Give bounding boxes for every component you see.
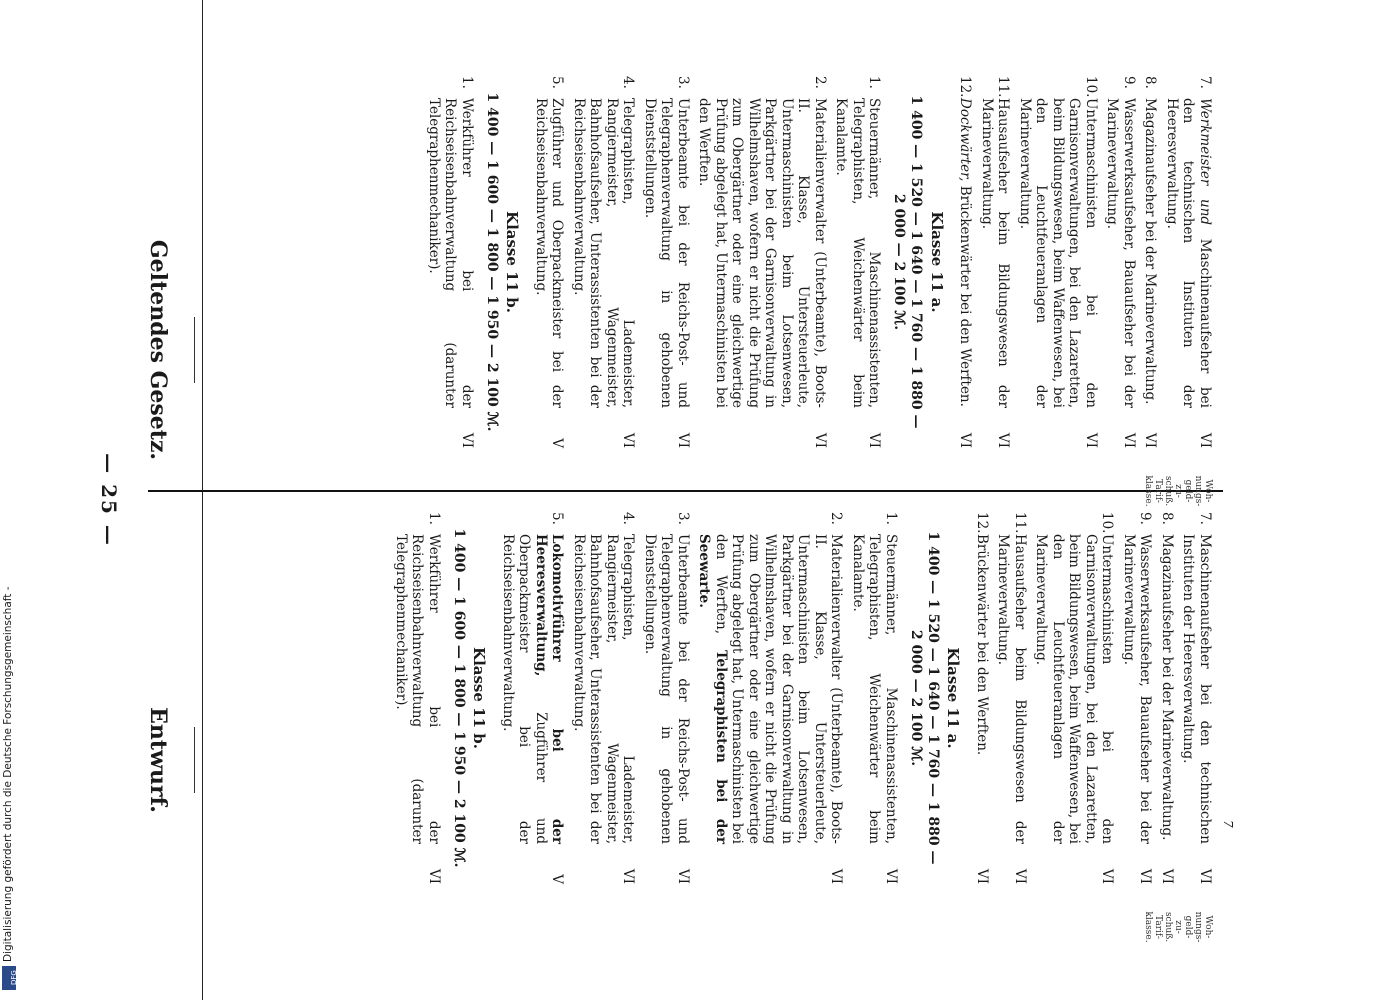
- item-text: [1159, 534, 1176, 844]
- item-number: 1.: [866, 76, 883, 89]
- item-number: 9.: [1121, 76, 1137, 89]
- item-lead-italic: Werkmeister und: [1197, 98, 1213, 226]
- list-item: [571, 76, 637, 448]
- tariff-class: VI: [1099, 868, 1116, 884]
- item-number: 11.: [1012, 512, 1028, 534]
- item-body: Untermaschinisten bei den Garnisonverwaltungen, bei den Lazaretten, beim Bildungswesen, beim Waffenwesen, bei den Leuchtfeueranlagen der Marineverwaltung.: [1033, 534, 1116, 844]
- item-body: Wasserwerksaufseher, Bauaufseher bei der Marineverwaltung.: [1104, 98, 1137, 408]
- item-number: 10.: [1099, 512, 1116, 534]
- item-body: Maschinenaufseher bei den technischen Instituten der Heeresverwaltung.: [1164, 98, 1213, 408]
- right-column-title: Entwurf.: [145, 707, 171, 813]
- item-text: [995, 534, 1028, 844]
- list-item: [426, 76, 476, 448]
- item-text: [850, 534, 900, 844]
- item-text: [1104, 98, 1137, 408]
- item-lead-italic: Dockwärter,: [957, 98, 974, 182]
- item-body: Unterbeamte bei der Reichs-Post- und Telegraphenverwaltung in gehobenen Dienststellungen.: [642, 534, 691, 844]
- digitization-note: Digitalisierung gefördert durch die Deutsche Forschungsgemeinschaft -: [2, 586, 14, 962]
- list-item: [1159, 512, 1176, 884]
- item-body: Steuermänner, Maschinenassistenten, Telegraphisten, Weichenwärter beim Kanalamte.: [833, 98, 883, 408]
- item-number: 1.: [883, 512, 899, 525]
- list-item: [1121, 512, 1154, 884]
- list-item: [696, 76, 828, 448]
- item-body: Telegraphisten, Lademeister, Rangiermeister, Wagenmeister, Bahnhofsaufseher, Unterassistenten bei der Reichseisenbahnverwaltung.: [571, 98, 637, 408]
- tariff-class: VI: [459, 432, 475, 448]
- tariff-class: VI: [812, 432, 828, 448]
- tariff-class: VI: [866, 432, 883, 448]
- tariff-class: VI: [1137, 868, 1154, 884]
- list-item: [571, 512, 637, 884]
- item-number: 2.: [828, 512, 845, 525]
- class-column-header: Woh- nungs- geld- zu- schuß. Tarif- klasse.: [1143, 911, 1213, 943]
- tariff-class: VI: [1083, 432, 1099, 448]
- item-number: 5.: [549, 76, 566, 89]
- header-divider: [202, 0, 203, 1000]
- left-entries-upper: [957, 76, 1213, 448]
- item-text: [974, 534, 991, 844]
- item-number: 9.: [1137, 512, 1154, 525]
- item-number: 4.: [620, 76, 637, 89]
- item-number: 3.: [675, 76, 691, 89]
- klasse-11b-heading: Klasse 11 b.: [470, 647, 489, 749]
- item-body: Materialienverwalter (Unterbeamte), Boots- II. Klasse, Untersteuerleute, Untermaschinisten beim Lotsenwesen, Parkgärtner bei der Garnisonverwaltung in Wilhelmshaven, wofern er nicht die Prüfung zum Obergärtner oder eine gleichwertige Prüfung abgelegt hat, Untermaschinisten bei den Werften,: [713, 534, 845, 844]
- item-body: Magazinaufseher bei der Marineverwaltung.: [1142, 98, 1159, 405]
- tariff-class: V: [549, 438, 566, 448]
- klasse-11a-heading: Klasse 11 a.: [928, 211, 946, 313]
- right-entries-upper: [974, 512, 1214, 884]
- list-item: [500, 512, 566, 884]
- tariff-class: VI: [675, 432, 691, 448]
- list-item: [1017, 76, 1100, 448]
- class-column-header: Woh- nungs- geld- zu- schuß. Tarif- klasse.: [1143, 475, 1213, 507]
- item-text: [1142, 98, 1159, 408]
- left-column: [213, 76, 1213, 507]
- item-number: 5.: [549, 512, 566, 525]
- item-emphasis: Lokomotivführer bei der Heeresverwaltung,: [533, 534, 566, 844]
- item-body: Steuermänner, Maschinenassistenten, Telegraphisten, Weichenwärter beim Kanalamte.: [850, 534, 899, 844]
- list-item: [393, 512, 443, 884]
- item-body: Untermaschinisten bei den Garnisonverwaltungen, bei den Lazaretten, beim Bildungswesen, beim Waffenwesen, bei den Leuchtfeueranlagen der Marineverwaltung.: [1017, 98, 1099, 408]
- item-text: [1180, 534, 1213, 844]
- tariff-class: VI: [995, 432, 1012, 448]
- left-column-title: Geltendes Gesetz.: [145, 239, 171, 461]
- tariff-class: VI: [1121, 432, 1137, 448]
- item-number: 7.: [1197, 512, 1213, 525]
- list-item: [833, 76, 883, 448]
- item-text: [500, 534, 566, 844]
- list-item: [850, 512, 900, 884]
- item-number: 10.: [1083, 76, 1099, 98]
- right-entries-11b: [393, 512, 443, 884]
- item-text: [1164, 98, 1214, 408]
- list-item: [1142, 76, 1159, 448]
- tariff-class: V: [549, 874, 566, 884]
- list-item: [533, 76, 566, 448]
- item-body: Wasserwerksaufseher, Bauaufseher bei der Marineverwaltung.: [1121, 534, 1154, 844]
- footnote-mark: 7: [1221, 820, 1235, 828]
- column-divider: [148, 490, 1223, 492]
- item-body: Magazinaufseher bei der Marineverwaltung.: [1159, 534, 1175, 841]
- list-item: [957, 76, 974, 448]
- item-body: Telegraphisten, Lademeister, Rangiermeister, Wagenmeister, Bahnhofsaufseher, Unterassistenten bei der Reichseisenbahnverwaltung.: [571, 534, 637, 844]
- list-item: [1104, 76, 1137, 448]
- list-item: [642, 76, 692, 448]
- item-number: 4.: [620, 512, 637, 525]
- tariff-class: VI: [1197, 432, 1213, 448]
- item-body: Zugführer und Oberpackmeister bei der Reichseisenbahnverwaltung.: [533, 98, 566, 408]
- right-column: [213, 512, 1213, 943]
- list-item: [979, 76, 1012, 448]
- item-text: [1121, 534, 1154, 844]
- item-number: 1.: [426, 512, 442, 525]
- dfg-logo: DFG: [2, 966, 16, 990]
- salary-scale-11a: 1 400 — 1 520 — 1 640 — 1 760 — 1 880 — 2 000 — 2 100 ℳ.: [908, 531, 941, 865]
- item-text: [696, 98, 828, 408]
- salary-scale-11b: 1 400 — 1 600 — 1 800 — 1 950 — 2 100 ℳ.: [451, 528, 467, 868]
- item-text: [642, 534, 692, 844]
- tariff-class: VI: [1197, 868, 1213, 884]
- klasse-11b-heading: Klasse 11 b.: [503, 211, 522, 313]
- list-item: [642, 512, 692, 884]
- tariff-class: VI: [828, 868, 845, 884]
- list-item: [1180, 512, 1213, 884]
- item-text: [979, 98, 1012, 408]
- left-entries-11b: [426, 76, 476, 448]
- item-number: 8.: [1142, 76, 1159, 89]
- tariff-class: VI: [620, 432, 637, 448]
- item-text: [833, 98, 883, 408]
- list-item: [696, 512, 845, 884]
- item-body: Hausaufseher beim Bildungswesen der Marineverwaltung.: [995, 534, 1028, 844]
- right-entries-11a: [500, 512, 900, 884]
- item-text: [571, 534, 637, 844]
- item-text: [957, 98, 974, 408]
- right-title-rule: [194, 727, 195, 793]
- left-entries-11a: [533, 76, 883, 448]
- tariff-class: VI: [620, 868, 637, 884]
- item-number: 11.: [995, 76, 1012, 98]
- item-number: 1.: [459, 76, 475, 89]
- list-item: [1164, 76, 1214, 448]
- item-text: [696, 534, 845, 844]
- tariff-class: VI: [675, 868, 691, 884]
- tariff-class: VI: [1142, 432, 1159, 448]
- item-number: 3.: [675, 512, 691, 525]
- tariff-class: VI: [1012, 868, 1028, 884]
- item-body: Zugführer und Oberpackmeister bei der Reichseisenbahnverwaltung.: [500, 534, 549, 845]
- tariff-class: VI: [974, 868, 990, 884]
- item-text: [1017, 98, 1100, 408]
- item-body: Maschinenaufseher bei den technischen Instituten der Heeresverwaltung.: [1180, 534, 1213, 844]
- item-number: 7.: [1197, 76, 1213, 89]
- salary-scale-11b: 1 400 — 1 600 — 1 800 — 1 950 — 2 100 ℳ.: [484, 92, 500, 432]
- left-title-rule: [194, 317, 195, 383]
- klasse-11a-heading: Klasse 11 a.: [944, 647, 963, 749]
- item-body: Werkführer bei der Reichseisenbahnverwaltung (darunter Telegraphenmechaniker).: [393, 534, 442, 844]
- page-number: — 25 —: [97, 453, 121, 547]
- item-number: 12.: [974, 512, 990, 534]
- item-body: Werkführer bei der Reichseisenbahnverwaltung (darunter Telegraphenmechaniker).: [426, 98, 475, 408]
- item-body: Hausaufseher beim Bildungswesen der Marineverwaltung.: [979, 98, 1012, 408]
- item-text: [642, 98, 692, 408]
- item-text: [426, 98, 476, 408]
- item-emphasis: Telegraphisten bei der Seewarte.: [696, 534, 729, 845]
- item-text: [533, 98, 566, 408]
- tariff-class: VI: [426, 868, 442, 884]
- item-text: [1033, 534, 1116, 844]
- tariff-class: VI: [1159, 868, 1175, 884]
- item-number: 2.: [812, 76, 828, 89]
- list-item: [974, 512, 991, 884]
- tariff-class: VI: [883, 868, 899, 884]
- list-item: [1033, 512, 1116, 884]
- tariff-class: VI: [957, 432, 974, 448]
- item-number: 12.: [957, 76, 974, 98]
- item-body: Materialienverwalter (Unterbeamte), Boots- II. Klasse, Untersteuerleute, Untermaschinisten beim Lotsenwesen, Parkgärtner bei der Garnisonverwaltung in Wilhelmshaven, wofern er nicht die Prüfung zum Obergärtner oder eine gleichwertige Prüfung abgelegt hat, Untermaschinisten bei den Werften.: [696, 98, 828, 408]
- item-body: Brückenwärter bei den Werften.: [957, 185, 974, 407]
- item-number: 8.: [1159, 512, 1175, 525]
- list-item: [995, 512, 1028, 884]
- item-body: Brückenwärter bei den Werften.: [974, 534, 990, 756]
- item-text: [393, 534, 443, 844]
- item-body: Unterbeamte bei der Reichs-Post- und Telegraphenverwaltung in gehobenen Dienststellungen.: [642, 98, 691, 408]
- salary-scale-11a: 1 400 — 1 520 — 1 640 — 1 760 — 1 880 — 2 000 — 2 100 ℳ.: [891, 95, 925, 429]
- item-text: [571, 98, 637, 408]
